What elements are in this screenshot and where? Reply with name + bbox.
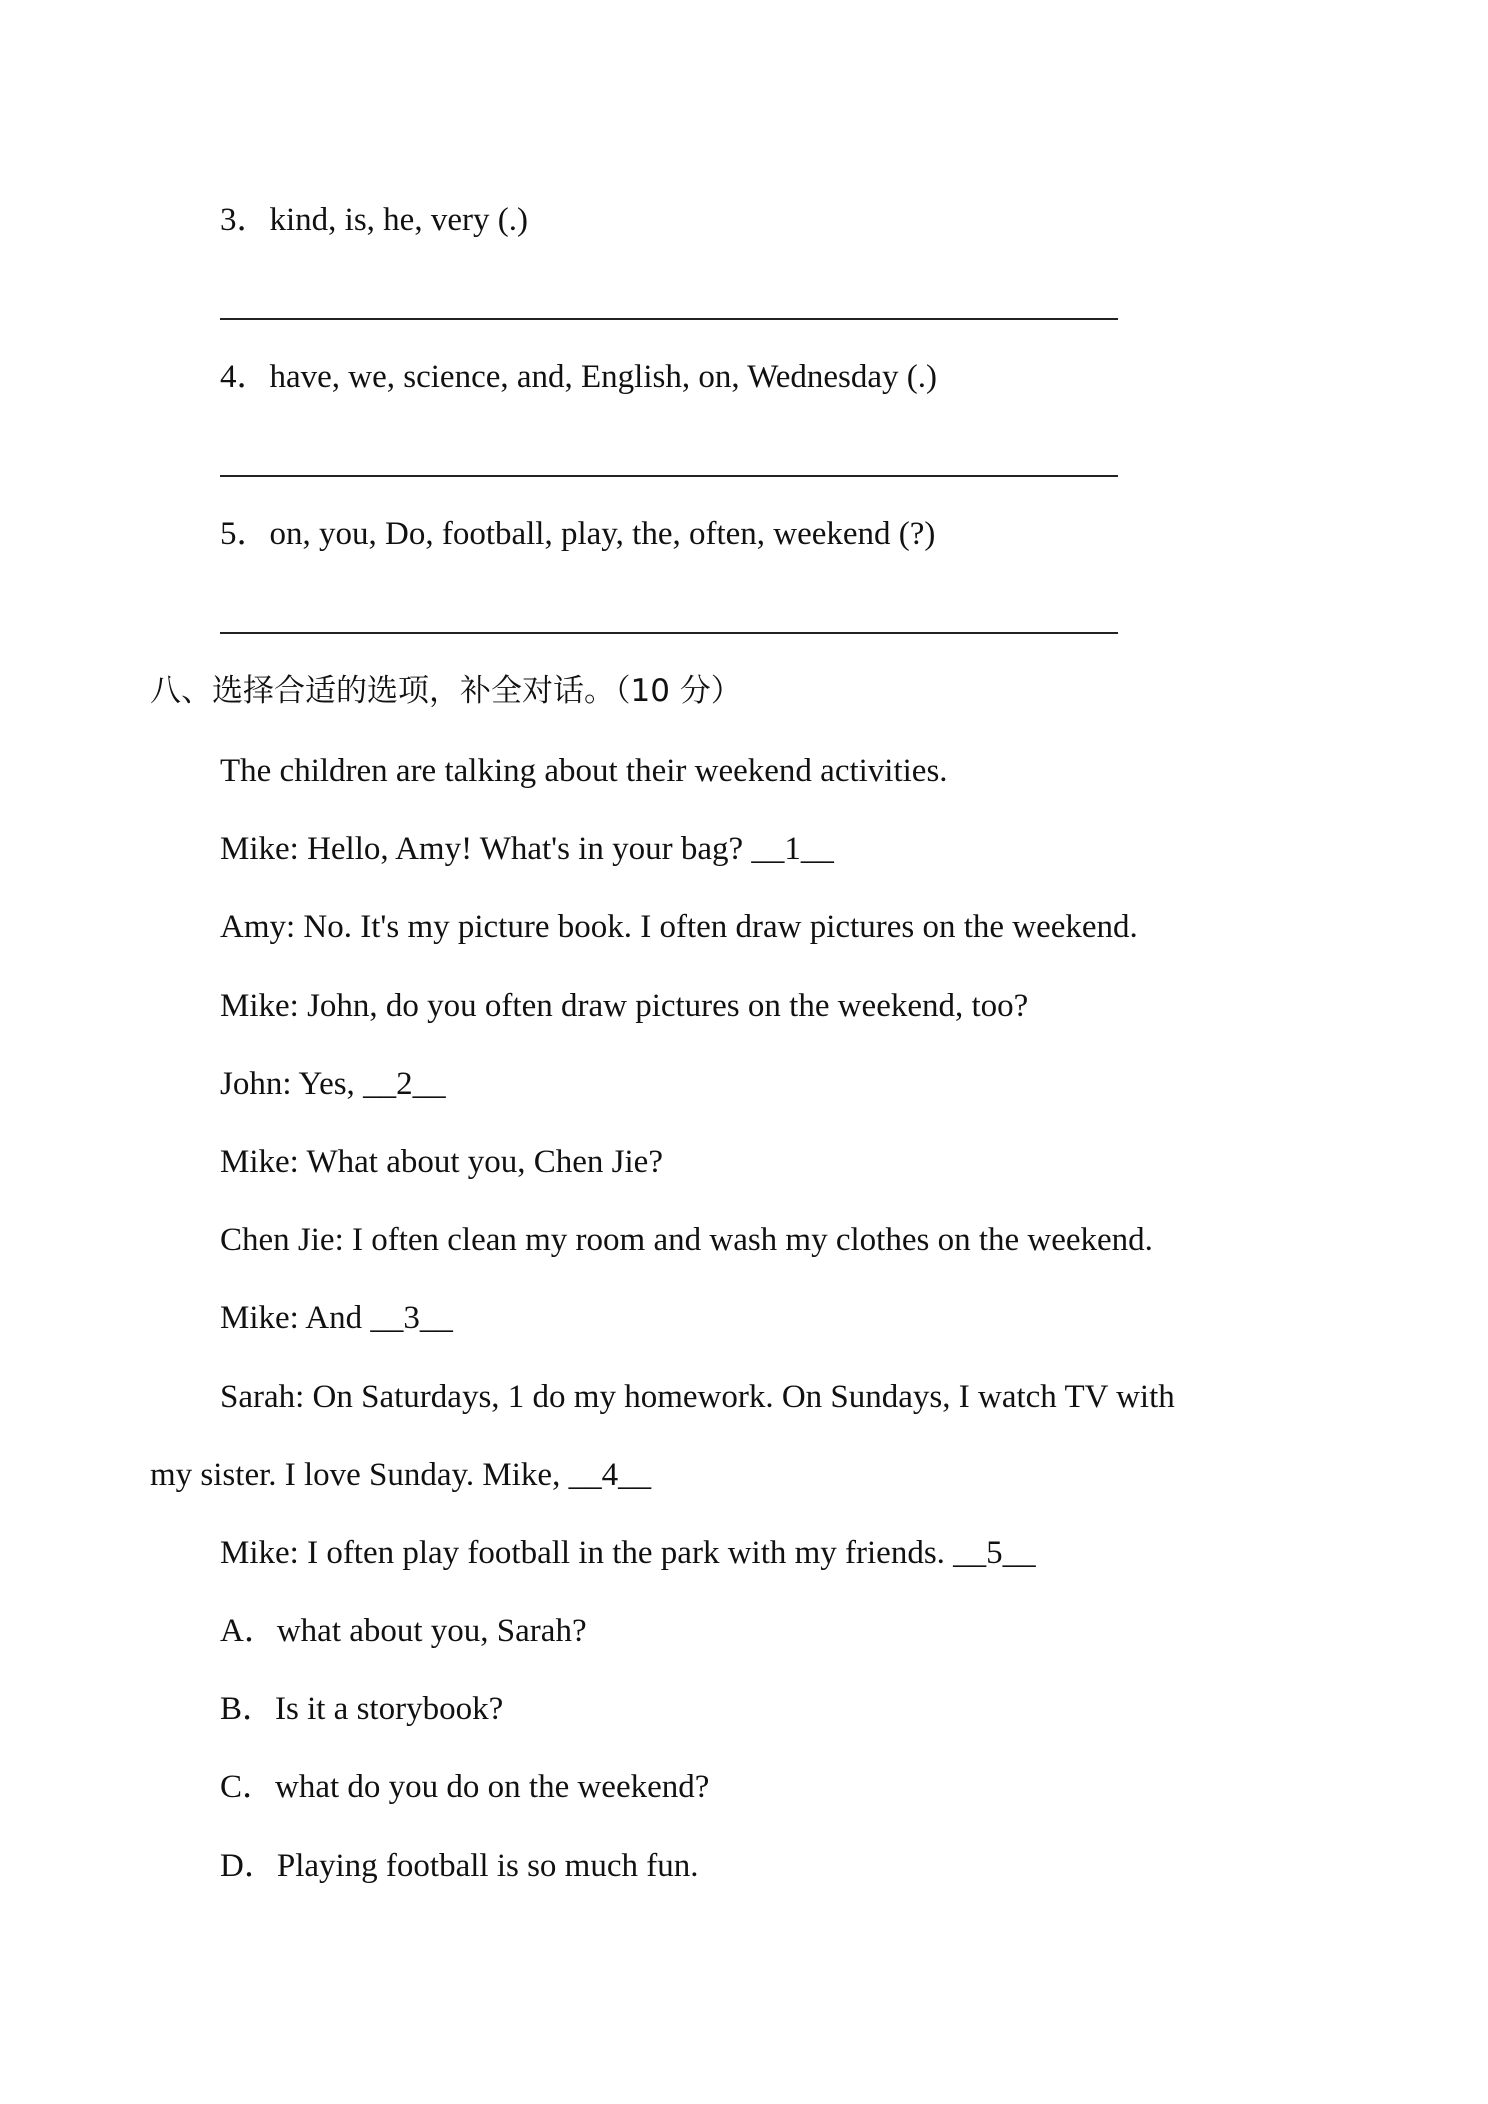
option-letter: A． [220,1613,277,1649]
dialogue-line [220,833,834,866]
option-letter: B． [220,1691,276,1727]
option-letter: C． [220,1769,276,1805]
dialogue-line [220,1537,1036,1570]
dialogue-text: Mike: I often play football in the park with my friends. [220,1535,954,1571]
section-heading: 八、选择合适的选项，补全对话。（10 分） [150,673,742,709]
dialogue-line [220,990,1028,1023]
option-a[interactable] [220,1615,587,1648]
blank-1[interactable]: __1__ [751,831,834,867]
option-letter: D． [220,1848,277,1884]
option-text: what do you do on the weekend? [275,1769,710,1805]
question-number: 5． [220,516,270,552]
dialogue-line [220,911,1138,944]
dialogue-line [220,1068,446,1101]
question-number: 4． [220,359,270,395]
dialogue-text: John: Yes, [220,1066,364,1102]
question-words: kind, is, he, very (.) [269,202,528,238]
blank-2[interactable]: __2__ [363,1066,446,1102]
dialogue-text: Mike: And [220,1300,371,1336]
option-text: what about you, Sarah? [276,1613,587,1649]
dialogue-line [220,1224,1153,1257]
question-3 [220,204,528,237]
option-text: Playing football is so much fun. [276,1848,699,1884]
option-d[interactable] [220,1850,698,1883]
dialogue-text: Sarah: On Saturdays, 1 do my homework. On Sundays, I watch TV with [220,1379,1175,1415]
question-words: on, you, Do, football, play, the, often, weekend (?) [269,516,936,552]
answer-line-5[interactable] [220,632,1118,634]
dialogue-text: my sister. I love Sunday. Mike, [150,1457,569,1493]
dialogue-text: Chen Jie: I often clean my room and wash my clothes on the weekend. [220,1222,1153,1258]
blank-4[interactable]: __4__ [568,1457,652,1493]
dialogue-text: Amy: No. It's my picture book. I often draw pictures on the weekend. [220,909,1138,945]
blank-3[interactable]: __3__ [370,1300,453,1336]
dialogue-line [220,1381,1175,1414]
option-c[interactable] [220,1771,709,1804]
dialogue-text: Mike: John, do you often draw pictures on the weekend, too? [220,988,1029,1024]
question-words: have, we, science, and, English, on, Wednesday (.) [269,359,938,395]
dialogue-line [220,1302,453,1335]
option-b[interactable] [220,1693,503,1726]
dialogue-line [220,1146,663,1179]
question-4 [220,361,937,394]
answer-line-3[interactable] [220,318,1118,320]
blank-5[interactable]: __5__ [953,1535,1036,1571]
question-number: 3． [220,202,270,238]
question-5 [220,518,935,551]
dialogue-intro: The children are talking about their weekend activities. [220,753,948,789]
dialogue-line-continued [150,1459,651,1492]
dialogue-text: Mike: What about you, Chen Jie? [220,1144,663,1180]
dialogue-text: Mike: Hello, Amy! What's in your bag? [220,831,752,867]
answer-line-4[interactable] [220,475,1118,477]
option-text: Is it a storybook? [275,1691,504,1727]
